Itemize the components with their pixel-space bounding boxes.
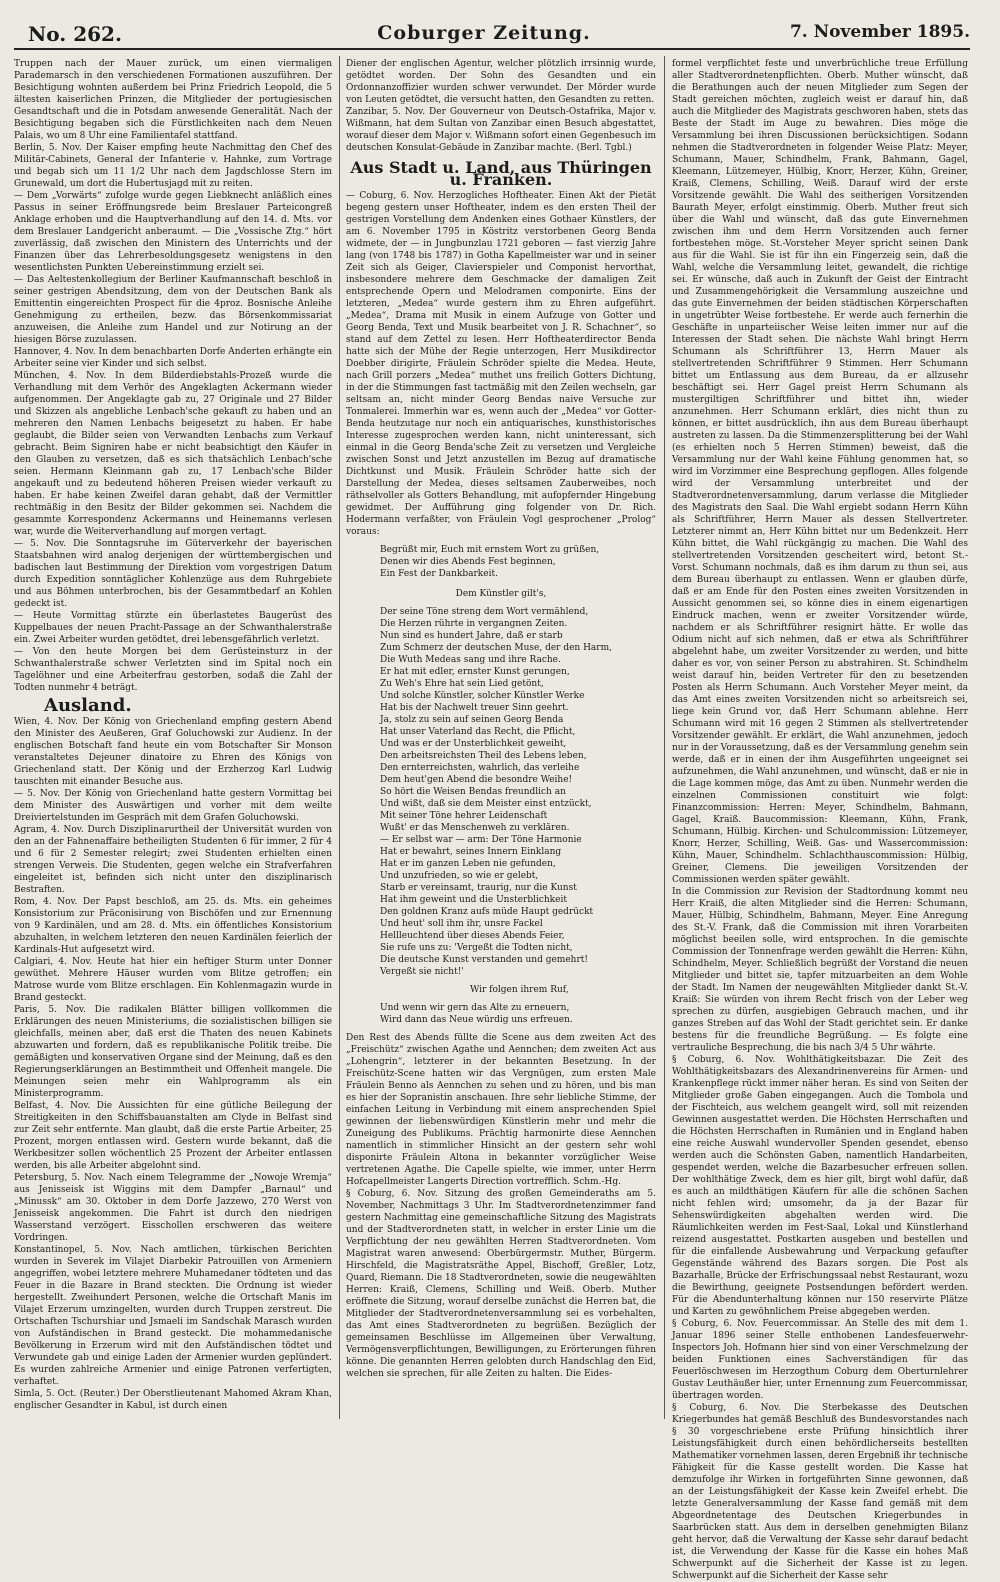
article-paragraph: Paris, 5. Nov. Die radikalen Blätter billigen vollkommen die Erklärungen des neuen Ministeriums, die sozialistischen billigen sie gleichfalls, meinen aber, daß erst die Thaten des neuen Kabinets abzuwarten und fordern, daß es republikanische Politik treibe. Die gemäßigten und konservativen Organe sind der Meinung, daß es den Regierungserklärungen an Bestimmtheit und Offenheit mangele. Die Meinungen seien mehr ein Wahlprogramm als ein Ministerprogramm. [14,1005,332,1099]
newspaper-title: Coburger Zeitung. [377,22,591,44]
article-paragraph: Konstantinopel, 5. Nov. Nach amtlichen, türkischen Berichten wurden in Severek im Vilajet Diarbekir Patrouillen von Armeniern angegriffen, wobei letztere mehrere Muhamedaner tödteten und das Feuer in die Bazare in Brand steckten. Die Ordnung ist wieder hergestellt. Zweihundert Personen, welche die Ortschaft Manis im Vilajet Erzerum umzingelten, wurden durch Truppen zerstreut. Die Ortschaften Tschurshiar und Jsmaeli im Sandschak Marasch wurden von Aufständischen in Brand gesteckt. Die mohammedanische Bevölkerung in Erzerum wird mit den Aufständischen tödtet und Verwundete gab und einige Laden der Armenier wurden geplündert. Es wurden zahlreiche Armenier und einige Patronen verfertigten, verhaftet. [14,1245,332,1387]
verse-line: Starb er vereinsamt, traurig, nur die Kunst [380,883,577,893]
article-paragraph: Hannover, 4. Nov. In dem benachbarten Dorfe Anderten erhängte ein Arbeiter seine vier Kinder und sich selbst. [14,347,332,369]
verse-line: Und was er der Unsterblichkeit geweiht, [380,739,567,749]
article-paragraph: Petersburg, 5. Nov. Nach einem Telegramme der „Nowoje Wremja“ aus Jenisseisk ist Wiggins mit dem Dampfer „Barnaul“ und „Minussk“ am 30. Oktober in dem Dorfe Jazzewo, 270 Werst von Jenisseisk angekommen. Die Fahrt ist durch den niedrigen Wasserstand verzögert. Eisschollen erschweren das weitere Vordringen. [14,1173,332,1243]
article-paragraph: Truppen nach der Mauer zurück, um einen viermaligen Parademarsch in den verschiedenen Formationen auszuführen. Der Besichtigung wohnten außerdem bei Prinz Friedrich Leopold, die 5 ältesten kaiserlichen Prinzen, die Mitglieder der portugiesischen Gesandtschaft und die in Potsdam anwesende Generalität. Nach der Besichtigung begaben sich die Fürstlichkeiten nach dem Neuen Palais, wo um 8 Uhr eine Familientafel stattfand. [14,59,332,141]
section-title-ausland: Ausland. [44,695,132,716]
verse-line: So hört die Weisen Bendas freundlich an [380,787,566,797]
column-rule [664,56,665,1419]
prologue-verse-end [380,984,656,996]
article-paragraph: — Heute Vormittag stürzte ein überlastetes Baugerüst des Kuppelbaues der neuen Pracht-Passage an der Schwanthalerstraße ein. Zwei Arbeiter wurden getödtet, drei lebensgefährlich verletzt. [14,611,332,645]
article-paragraph: § Coburg, 6. Nov. Sitzung des großen Gemeinderaths am 5. November, Nachmittags 3 Uhr. Im Stadtverordnetenzimmer fand gestern Nachmittag eine gemeinschaftliche Sitzung des Magistrats und der Stadtverordneten statt, in welcher in erster Linie um die Verpflichtung der neu gewählten Herren Stadtverordneten. Vom Magistrat waren anwesend: Oberbürgermstr. Muther, Bürgerm. Hirschfeld, die Magistratsräthe Appel, Bischoff, Greßler, Lotz, Quard, Riemann. Die 18 Stadtverordneten, sowie die neugewählten Herren: Kraiß, Clemens, Schilling und Weiß. Oberb. Muther eröffnete die Sitzung, worauf derselbe zunächst die Herren bat, die Mitglieder der Stadtverordnetenversammlung sei es vorbehalten, das Amt eines Stadtverordneten zu begrüßen. Bezüglich der gemeinsamen Beschlüsse im Allgemeinen über Verwaltung, Vermögensverpflichtungen, Bewilligungen, zu Erörterungen führen könne. Die genannten Herren gelobten durch Handschlag den Eid, welchen sie sprechen, für alle Zeiten zu halten. Die Eides- [346,1189,656,1379]
masthead [14,14,970,50]
article-paragraph: Calgiari, 4. Nov. Heute hat hier ein heftiger Sturm unter Donner gewüthet. Mehrere Häuser wurden vom Blitze getroffen; ein Matrose wurde vom Blitze erschlagen. Ein Kohlenmagazin wurde in Brand gesteckt. [14,957,332,1003]
section-title-stadt-und-land: Aus Stadt u. Land, aus Thüringen u. Franken. [350,158,652,189]
prologue-verse-closing [380,1002,656,1026]
verse-line: Er hat mit edler, ernster Kunst gerungen, [380,667,570,677]
article-paragraph: Belfast, 4. Nov. Die Aussichten für eine gütliche Beilegung der Streitigkeiten in den Schiffsbauanstalten am Clyde in Belfast sind zur Zeit sehr entfernte. Man glaubt, daß die erste Partie Arbeiter, 25 Prozent, morgen entlassen wird. Gestern wurde bekannt, daß die Werkbesitzer sollen wöchentlich 25 Prozent der Arbeiter entlassen werden, bis alle Arbeiter abgelohnt sind. [14,1101,332,1171]
verse-line: Und unzufrieden, so wie er gelebt, [380,871,539,881]
verse-line: Nun sind es hundert Jahre, daß er starb [380,631,563,641]
prologue-verse-intro [380,544,656,580]
verse-line: Sie rufe uns zu: 'Vergeßt die Todten nicht, [380,943,573,953]
article-paragraph: Wien, 4. Nov. Der König von Griechenland empfing gestern Abend den Minister des Aeußeren, Graf Goluchowski zur Audienz. In der englischen Botschaft fand heute ein vom Botschafter Sir Monson veranstaltetes Dejeuner dinatoire zu Ehren des Königs von Griechenland statt. Der König und der Erzherzog Karl Ludwig tauschten mit einander Besuche aus. [14,717,332,787]
verse-line: Wir folgen ihrem Ruf, [470,985,569,995]
verse-line: Mit seiner Töne hehrer Leidenschaft [380,811,548,821]
verse-line: Wird dann das Neue würdig uns erfreuen. [380,1015,573,1025]
article-paragraph: Den Rest des Abends füllte die Scene aus dem zweiten Act des „Freischütz“ zwischen Agathe und Aennchen; dem zweiten Act aus „Lohengrin“, letzterer in der bekannten Besetzung. In der Freischütz-Scene hatten wir das Vergnügen, zum ersten Male Fräulein Benno als Aennchen zu sehen und zu hören, und bis man es hier der Sopranistin anschauen. Ihre sehr liebliche Stimme, der einfachen Leitung in Verbindung mit einem ansprechenden Spiel gewinnen der liebenswürdigen Künstlerin mehr und mehr die Zuneigung des Publikums. Prächtig harmonirte diese Aennchen namentlich in stimmlicher Hinsicht an der gestern sehr wohl disponirte Fräulein Altona in bekannter vorzüglicher Weise vertretenen Agathe. Die Capelle spielte, wie immer, unter Herrn Hofcapellmeister Langerts Direction vortrefflich. Schm.-Hg. [346,1033,656,1187]
verse-line: Hellleuchtend über dieses Abends Feier, [380,931,565,941]
verse-line: Hat unser Vaterland das Recht, die Pflicht, [380,727,576,737]
article-paragraph: — 5. Nov. Der König von Griechenland hatte gestern Vormittag bei dem Minister des Auswärtigen und vorher mit dem weilte Dreiviertelstunden im Gespräch mit dem Grafen Goluchowski. [14,789,332,823]
verse-line: Und heut' soll ihm ihr, unsre Fackel [380,919,543,929]
verse-line: Der seine Töne streng dem Wort vermählend, [380,607,589,617]
article-paragraph: Simla, 5. Oct. (Reuter.) Der Oberstlieutenant Mahomed Akram Khan, englischer Gesandter in Kabul, ist durch einen [14,1389,332,1411]
verse-line: Dem heut'gen Abend die besondre Weihe! [380,775,573,785]
article-paragraph: § Coburg, 6. Nov. Wohlthätigkeitsbazar. Die Zeit des Wohlthätigkeitsbazars des Alexandrinenvereins für Armen- und Krankenpflege rückt immer näher heran. Es sind von Seiten der Mitglieder große Gaben eingegangen. Auch die Tombola und der Fischteich, aus welchem geangelt wird, soll mit reizenden Gewinnen ausgestattet werden. Die Höchsten Herrschaften und die Höchsten Herrschaften in Rumänien und in England haben eine reiche Auswahl wundervoller Spenden gesendet, ebenso werden auch die Schönsten Gaben, namentlich Handarbeiten, gespendet werden, welche die Bazarbesucher erfreuen sollen. Der wohlthätige Zweck, dem es hier gilt, birgt wohl dafür, daß es auch an mildthätigen Käufern für alle die schönen Sachen nicht fehlen wird; umsomehr, da ja der Bazar für Sehenswürdigkeiten abgehalten werden wird. Die Räumlichkeiten werden im Fest-Saal, Lokal und Künstlerhand reizend ausgestattet. Postkarten ausgeben und bestellen und für die einfallende Ausbewahrung und Verpackung gefaufter Gegenstände während des Bazars sorgen. Die Post als Bazarhalle, Brücke der Erfrischungssaal nebst Restaurant, wozu die Bewirthung, geeignete Postsendungen befördert werden. Für die Abendunterhaltung können nur 150 reservirte Plätze und Karten zu gewöhnlichem Preise abgegeben werden. [672,1055,968,1317]
verse-line: Den ernterreichsten, wahrlich, das verleihe [380,763,580,773]
verse-line: Und wenn wir gern das Alte zu erneuern, [380,1003,570,1013]
article-paragraph: Berlin, 5. Nov. Der Kaiser empfing heute Nachmittag den Chef des Militär-Cabinets, General der Infanterie v. Hahnke, zum Vortrage und begab sich um 11 1/2 Uhr nach dem Jagdschlosse Stern im Grunewald, um dort die Hubertusjagd mit zu reiten. [14,143,332,189]
article-paragraph: formel verpflichtet feste und unverbrüchliche treue Erfüllung aller Stadtverordnetenpflichten. Oberb. Muther wünscht, daß die Berathungen auch der neuen Mitglieder zum Segen der Stadt gereichen möchten, zugleich weist er darauf hin, daß auch die Mitglieder des Magistrats geschworen haben, stets das Beste der Stadt im Auge zu bewahren. Dies möge die Versammlung bei ihren Discussionen berücksichtigen. Sodann nehmen die Stadtverordneten in folgender Weise Platz: Meyer, Schumann, Mauer, Schindhelm, Frank, Bahmann, Gagel, Kleemann, Lützemeyer, Hülbig, Knorr, Herzer, Kühn, Greiner, Kraiß, Clemens, Schilling, Weiß. Darauf wird der erste Vorsitzende gewählt. Die Wahl des seitherigen Vorsitzenden Baurath Meyer, erfolgt einstimmig. Oberb. Muther freut sich über die Wahl und wünscht, daß das gute Einvernehmen zwischen ihm und dem Herrn Vorsitzenden auch ferner fortbestehen möge. St.-Vorsteher Meyer spricht seinen Dank aus für die Wahl. Sie ist für ihn ein Fingerzeig sein, daß die Wahl, welche die Versammlung leitet, gewandelt, die richtige sei. Er wünsche, daß auch in Zukunft der Geist der Eintracht und Zusammengehörigkeit die Versammlung auszeichne und das gute Einvernehmen der beiden städtischen Körperschaften in ungetrübter Weise fortbestehe. Er werde auch fernerhin die Geschäfte in unparteiischer Weise leiten immer nur auf die Interessen der Stadt sehen. Die nächste Wahl bringt Herrn Schumann als Schriftführer 13, Herrn Mauer als stellvertretenden Schriftführer 9 Stimmen. Herr Schumann bittet um Entlassung aus dem Bureau, da er allzusehr beschäftigt sei. Herr Gagel preist Herrn Schumann als mustergiltigen Schriftführer und bittet ihn, wieder anzunehmen. Herr Schumann erklärt, dies nicht thun zu können, er bittet ausdrücklich, ihn aus dem Bureau überhaupt austreten zu lassen. Da die Stimmenzersplitterung bei der Wahl (es erhielten noch 5 Herren Stimmen) beweist, daß die Versammlung nur der Wahl keine Fühlung genommen hat, so wird im Vorzimmer eine Besprechung gepflogen. Alles folgende wird der Versammlung unterbreitet und der Stadtverordnetenversammlung, darum verlasse die Mitglieder des Magistrats den Saal. Die Wahl ergiebt sodann Herrn Kühn als Schriftführer, Herrn Mauer als dessen Stellvertreter. Letzterer nimmt an, Herr Kühn bittet nur um Bedenkzeit. Herr Kühn bittet, die Wahl rückgängig zu machen. Die Wahl des stellvertretenden Vorsitzenden gescheitert wird, betont St.-Vorst. Schumann nochmals, daß es ihm darum zu thun sei, aus dem Bureau überhaupt zu entlassen. Wenn er glauben dürfe, daß er am Ende für den Posten eines zweiten Vorsitzenden in Aussicht genommen sei, so könne dies in einem eigenartigen Eindruck machen, wenn er zweiter Vorsitzender würde, nachdem er als Schriftführer resignirt hätte. Er wolle das Odium nicht auf sich nehmen, daß er etwa als Schriftführer abgelehnt habe, um zweiter Vorsitzender zu werden, und bitte daher es vor, von seiner Person zu abstrahiren. St. Schindhelm weist darauf hin, beiden Vertreter für den zu besetzenden Posten als Herrn Schumann. Auch Vorsteher Meyer meint, da das Amt eines zweiten Vorsitzenden nicht so arbeitsreich sei, liege kein Grund vor, daß Herr Schumann ablehne. Herr Schumann wird mit 16 gegen 2 Stimmen als stellvertretender Vorsitzender gewählt. Er erklärt, die Wahl anzunehmen, jedoch nur in der Voraussetzung, daß es der Versammlung genehm sein werde, daß er in einen der ihm Ausgeführten ungeeignet sei aufzunehmen, die Wahl anzunehmen, und wünscht, daß er nie in die Lage kommen möge, das Amt zu üben. Nunmehr werden die einzelnen Commissionen constituirt wie folgt: Finanzcommission: Herren: Meyer, Schindhelm, Bahmann, Gagel, Kraiß. Baucommission: Kleemann, Kühn, Frank, Schumann, Hülbig. Kirchen- und Schulcommission: Lützemeyer, Knorr, Herzer, Schilling, Weiß. Gas- und Wassercommission: Kühn, Mauer, Schindhelm. Schlachthauscommission: Hülbig, Greiner, Clemens. Die jeweiligen Vorsitzenden der Commissionen werden später gewählt. [672,59,968,885]
verse-line: Wußt' er das Menschenweh zu verklären. [380,823,570,833]
issue-date: 7. November 1895. [789,22,970,42]
article-paragraph: Rom, 4. Nov. Der Papst beschloß, am 25. ds. Mts. ein geheimes Konsistorium zur Präconisirung von Bischöfen und zur Ernennung von 9 Kardinälen, und am 28. d. Mts. ein öffentliches Konsistorium abzuhalten, in welchem letzteren den neuen Kardinälen feierlich der Kardinals-Hut aufgesetzt wird. [14,897,332,955]
verse-line: Hat er bewahrt, seines Innern Einklang [380,847,562,857]
verse-line: Denen wir dies Abends Fest beginnen, [380,557,556,567]
article-paragraph: Agram, 4. Nov. Durch Disziplinarurtheil der Universität wurden von den an der Fahnenaffaire betheiligten Studenten 6 für immer, 2 für 4 und 6 für 2 Semester relegirt; zwei Studenten erhielten einen strengen Verweis. Die Studenten, gegen welche ein Strafverfahren eingeleitet ist, befinden sich nicht unter den disziplinarisch Bestraften. [14,825,332,895]
verse-line: Vergeßt sie nicht!' [380,967,464,977]
article-paragraph: Diener der englischen Agentur, welcher plötzlich irrsinnig wurde, getödtet worden. Der Sohn des Gesandten und ein Ordonnanzoffizier wurden schwer verwundet. Der Mörder wurde von Leuten getödtet, die versucht hatten, den Gesandten zu retten. [346,59,656,105]
verse-line: Den arbeitsreichsten Theil des Lebens leben, [380,751,587,761]
article-paragraph: § Coburg, 6. Nov. Die Sterbekasse des Deutschen Kriegerbundes hat gemäß Beschluß des Bundesvorstandes nach § 30 vorgeschriebene erste Prüfung hinsichtlich ihrer Leistungsfähigkeit durch einen behördlicherseits bestellten Mathematiker vornehmen lassen, deren Ergebniß ihr technische Fähigkeit für die Kasse gestellt worden. Die Kasse hat demzufolge ihr Wirken in fortgeführten Sinne gewonnen, daß an der Leistungsfähigkeit der Kasse kein Zweifel erhebt. Die letzte Generalversammlung der Kasse fand gemäß mit dem Abgeordnetentage des Deutschen Kriegerbundes in Saarbrücken statt. Aus dem in derselben genehmigten Bilanz geht hervor, daß die Verwaltung der Kasse sehr darauf bedacht ist, die Verwendung der Kasse für die Kasse ein hohes Maß Schwerpunkt auf die Sicherheit der Kasse ist zu legen. Schwerpunkt auf die Sicherheit der Kasse sehr [672,1403,968,1581]
column-rule [339,56,340,1419]
verse-line: Den goldnen Kranz aufs müde Haupt gedrückt [380,907,594,917]
verse-line: Ja, stolz zu sein auf seinen Georg Benda [380,715,564,725]
verse-line: Hat er im ganzen Leben nie gefunden, [380,859,556,869]
verse-line: Und wißt, daß sie dem Meister einst entzückt, [380,799,592,809]
column-1 [14,58,332,1419]
article-paragraph: Zanzibar, 5. Nov. Der Gouverneur von Deutsch-Ostafrika, Major v. Wißmann, hat dem Sultan von Zanzibar einen Besuch abgestattet, worauf dieser dem Major v. Wißmann sofort einen Gegenbesuch im deutschen Konsulat-Gebäude in Zanzibar machte. (Berl. Tgbl.) [346,107,656,153]
column-3 [672,58,968,1581]
verse-line: Begrüßt mir, Euch mit ernstem Wort zu grüßen, [380,545,600,555]
prologue-verse-main [380,606,656,978]
article-paragraph: — Das Aeltestenkollegium der Berliner Kaufmannschaft beschloß in seiner gestrigen Abendsitzung, dem von der Deutschen Bank als Emittentin eingereichten Prospect für die 4proz. Bosnische Anleihe Genehmigung zu ertheilen, bezw. das Börsenkommissariat anzuweisen, die Anleihe zum Handel und zur Notirung an der hiesigen Börse zuzulassen. [14,275,332,345]
verse-line: Die Herzen rührte in vergangnen Zeiten. [380,619,568,629]
article-paragraph: — Von den heute Morgen bei dem Gerüsteinsturz in der Schwanthalerstraße schwer Verletzten sind im Spital noch ein Tagelöhner und eine Arbeiterfrau gestorben, sodaß die Zahl der Todten nunmehr 4 beträgt. [14,647,332,693]
verse-line: Die Wuth Medeas sang und ihre Rache. [380,655,561,665]
verse-line: Und solche Künstler, solcher Künstler Werke [380,691,585,701]
verse-line: Ein Fest der Dankbarkeit. [380,569,498,579]
article-paragraph: § Coburg, 6. Nov. Feuercommissar. An Stelle des mit dem 1. Januar 1896 seiner Stelle enthobenen Landesfeuerwehr-Inspectors Joh. Hofmann hier sind von einer Verschmelzung der beiden Funktionen eines Sachverständigen für das Feuerlöschwesen im Herzogthum Coburg dem Oberturnlehrer Gustav Leuthäußer hier, unter Ernennung zum Feuercommissar, übertragen worden. [672,1319,968,1401]
verse-line: Zu Weh's Ehre hat sein Lied getönt, [380,679,544,689]
verse-line: Hat bis der Nachwelt treuer Sinn geehrt. [380,703,569,713]
dedication-title: Dem Künstler gilt's, [455,589,547,599]
column-2 [346,58,656,1419]
issue-number: No. 262. [28,22,122,46]
article-paragraph: — Dem „Vorwärts“ zufolge wurde gegen Liebknecht anläßlich eines Passus in seiner Eröffnungsrede beim Breslauer Parteicongreß Anklage erhoben und die Hauptverhandlung auf den 14. d. Mts. vor dem Breslauer Landgericht anberaumt. — Die „Vossische Ztg.“ hört zuverlässig, daß zwischen den Ministern des Unterrichts und der Finanzen über das Lehrerbesoldungsgesetz wenigstens in den wesentlichsten Punkten Uebereinstimmung erzielt sei. [14,191,332,273]
article-paragraph: — Coburg, 6. Nov. Herzogliches Hoftheater. Einen Akt der Pietät begeng gestern unser Hoftheater, indem es den ersten Theil der gestrigen Vorstellung dem Andenken eines Gothaer Künstlers, der am 6. November 1795 in Köstritz verstorbenen Georg Benda widmete, der — in Jungbunzlau 1721 geboren — fast vierzig Jahre lang (von 1748 bis 1787) in Gotha Kapellmeister war und in seiner Zeit sich als Geiger, Clavierspieler und Componist hervorthat, insbesondere mehrere dem Geschmacke der damaligen Zeit entsprechende Opern und Melodramen componirte. Eins der letzteren, „Medea“ wurde gestern ihm zu Ehren aufgeführt. „Medea“, Drama mit Musik in einem Aufzuge von Gotter und Georg Benda, Text und Musik bearbeitet von J. R. Schachner“, so stand auf dem Zettel zu lesen. Herr Hoftheaterdirector Benda hatte sich der Mühe der Regie unterzogen, Herr Musikdirector Doebber dirigirte, Fräulein Schröder spielte die Medea. Heute, nach Grill porzers „Medea“ muthet uns freilich Gotters Dichtung, in der die Stimmungen fast tactmäßig mit den Zeilen wechseln, gar seltsam an, nicht minder Georg Bendas naive Versuche zur Tonmalerei. Immerhin war es, wenn auch der „Medea“ vor Gotter-Benda heutzutage nur noch ein antiquarisches, kunsthistorisches Interesse zugesprochen werden kann, nicht uninteressant, sich einmal in die Georg Benda'sche Zeit zu versetzen und Vergleiche zwischen Sonst und Jetzt anzustellen im Bezug auf dramatische Dichtkunst und Musik. Fräulein Schröder hatte sich der Darstellung der Medea, dieses seltsamen Zauberweibes, noch räthselvoller als Gotters Behandlung, mit aufopfernder Hingebung gewidmet. Der Aufführung ging folgender von Dr. Rich. Hodermann verfaßter, von Fräulein Vogl gesprochener „Prolog“ voraus: [346,191,656,537]
verse-line: Die deutsche Kunst verstanden und gemehrt! [380,955,588,965]
verse-line: — Er selbst war — arm: Der Töne Harmonie [380,835,582,845]
article-paragraph: München, 4. Nov. In dem Bilderdiebstahls-Prozeß wurde die Verhandlung mit dem Verhör des Angeklagten Ackermann wieder aufgenommen. Der Angeklagte gab zu, 27 Originale und 27 Bilder und Skizzen als angebliche Lenbach'sche gekauft zu haben und an mehreren den Namen Lenbachs beigesetzt zu haben. Er habe geglaubt, die Bilder seien von Verwandten Lenbachs zum Verkauf gebracht. Beim Signiren habe er nicht beabsichtigt den Käufer in den Glauben zu versetzen, daß es sich thatsächlich Lenbach'sche seien. Hermann Kleinmann gab zu, 17 Lenbach'sche Bilder angekauft und zu bedeutend höheren Preisen wieder verkauft zu haben. Er habe keinen Zweifel daran gehabt, daß der Vermittler rechtmäßig in den Besitz der Bilder gekommen sei. Nachdem die gesammte Korrespondenz Ackermanns und Heinemanns verlesen war, wurde die Weiterverhandlung auf morgen vertagt. [14,371,332,537]
verse-line: Hat ihm geweint und die Unsterblichkeit [380,895,567,905]
article-paragraph: In die Commission zur Revision der Stadtordnung kommt neu Herr Kraiß, die alten Mitglieder sind die Herren: Schumann, Mauer, Hülbig, Schindhelm, Bahmann, Meyer. Eine Anregung des St.-V. Frank, daß die Commission mit ihren Vorarbeiten möglichst beeilen solle, wird entsprochen. In die gemischte Commission der Tonnenfrage werden gewählt die Herren: Kühn, Schindhelm, Meyer. Schließlich begrüßt der Vorstand die neuen Mitglieder und bittet sie, tapfer mitzuarbeiten an dem Wohle der Stadt. Im Namen der neugewählten Mitglieder dankt St.-V. Kraiß: Sie würden von ihrem Recht frisch von der Leber weg sprechen zu dürfen, ausgiebigen Gebrauch machen, und ihr ganzes Streben auf das Wohl der Stadt gerichtet sein. Er danke bestens für die freundliche Begrüßung. — Es folgte eine vertrauliche Besprechung, die bis nach 3/4 5 Uhr währte. [672,887,968,1053]
verse-line: Zum Schmerz der deutschen Muse, der den Harm, [380,643,612,653]
article-paragraph: — 5. Nov. Die Sonntagsruhe im Güterverkehr der bayerischen Staatsbahnen wird analog derjenigen der württembergischen und badischen laut Bestimmung der Direktion vom vorgestrigen Datum durch Expedition sonntäglicher Kohlenzüge aus dem Ruhrgebiete und aus Böhmen unterbrochen, bis der Gesammtbedarf an Kohlen gedeckt ist. [14,539,332,609]
